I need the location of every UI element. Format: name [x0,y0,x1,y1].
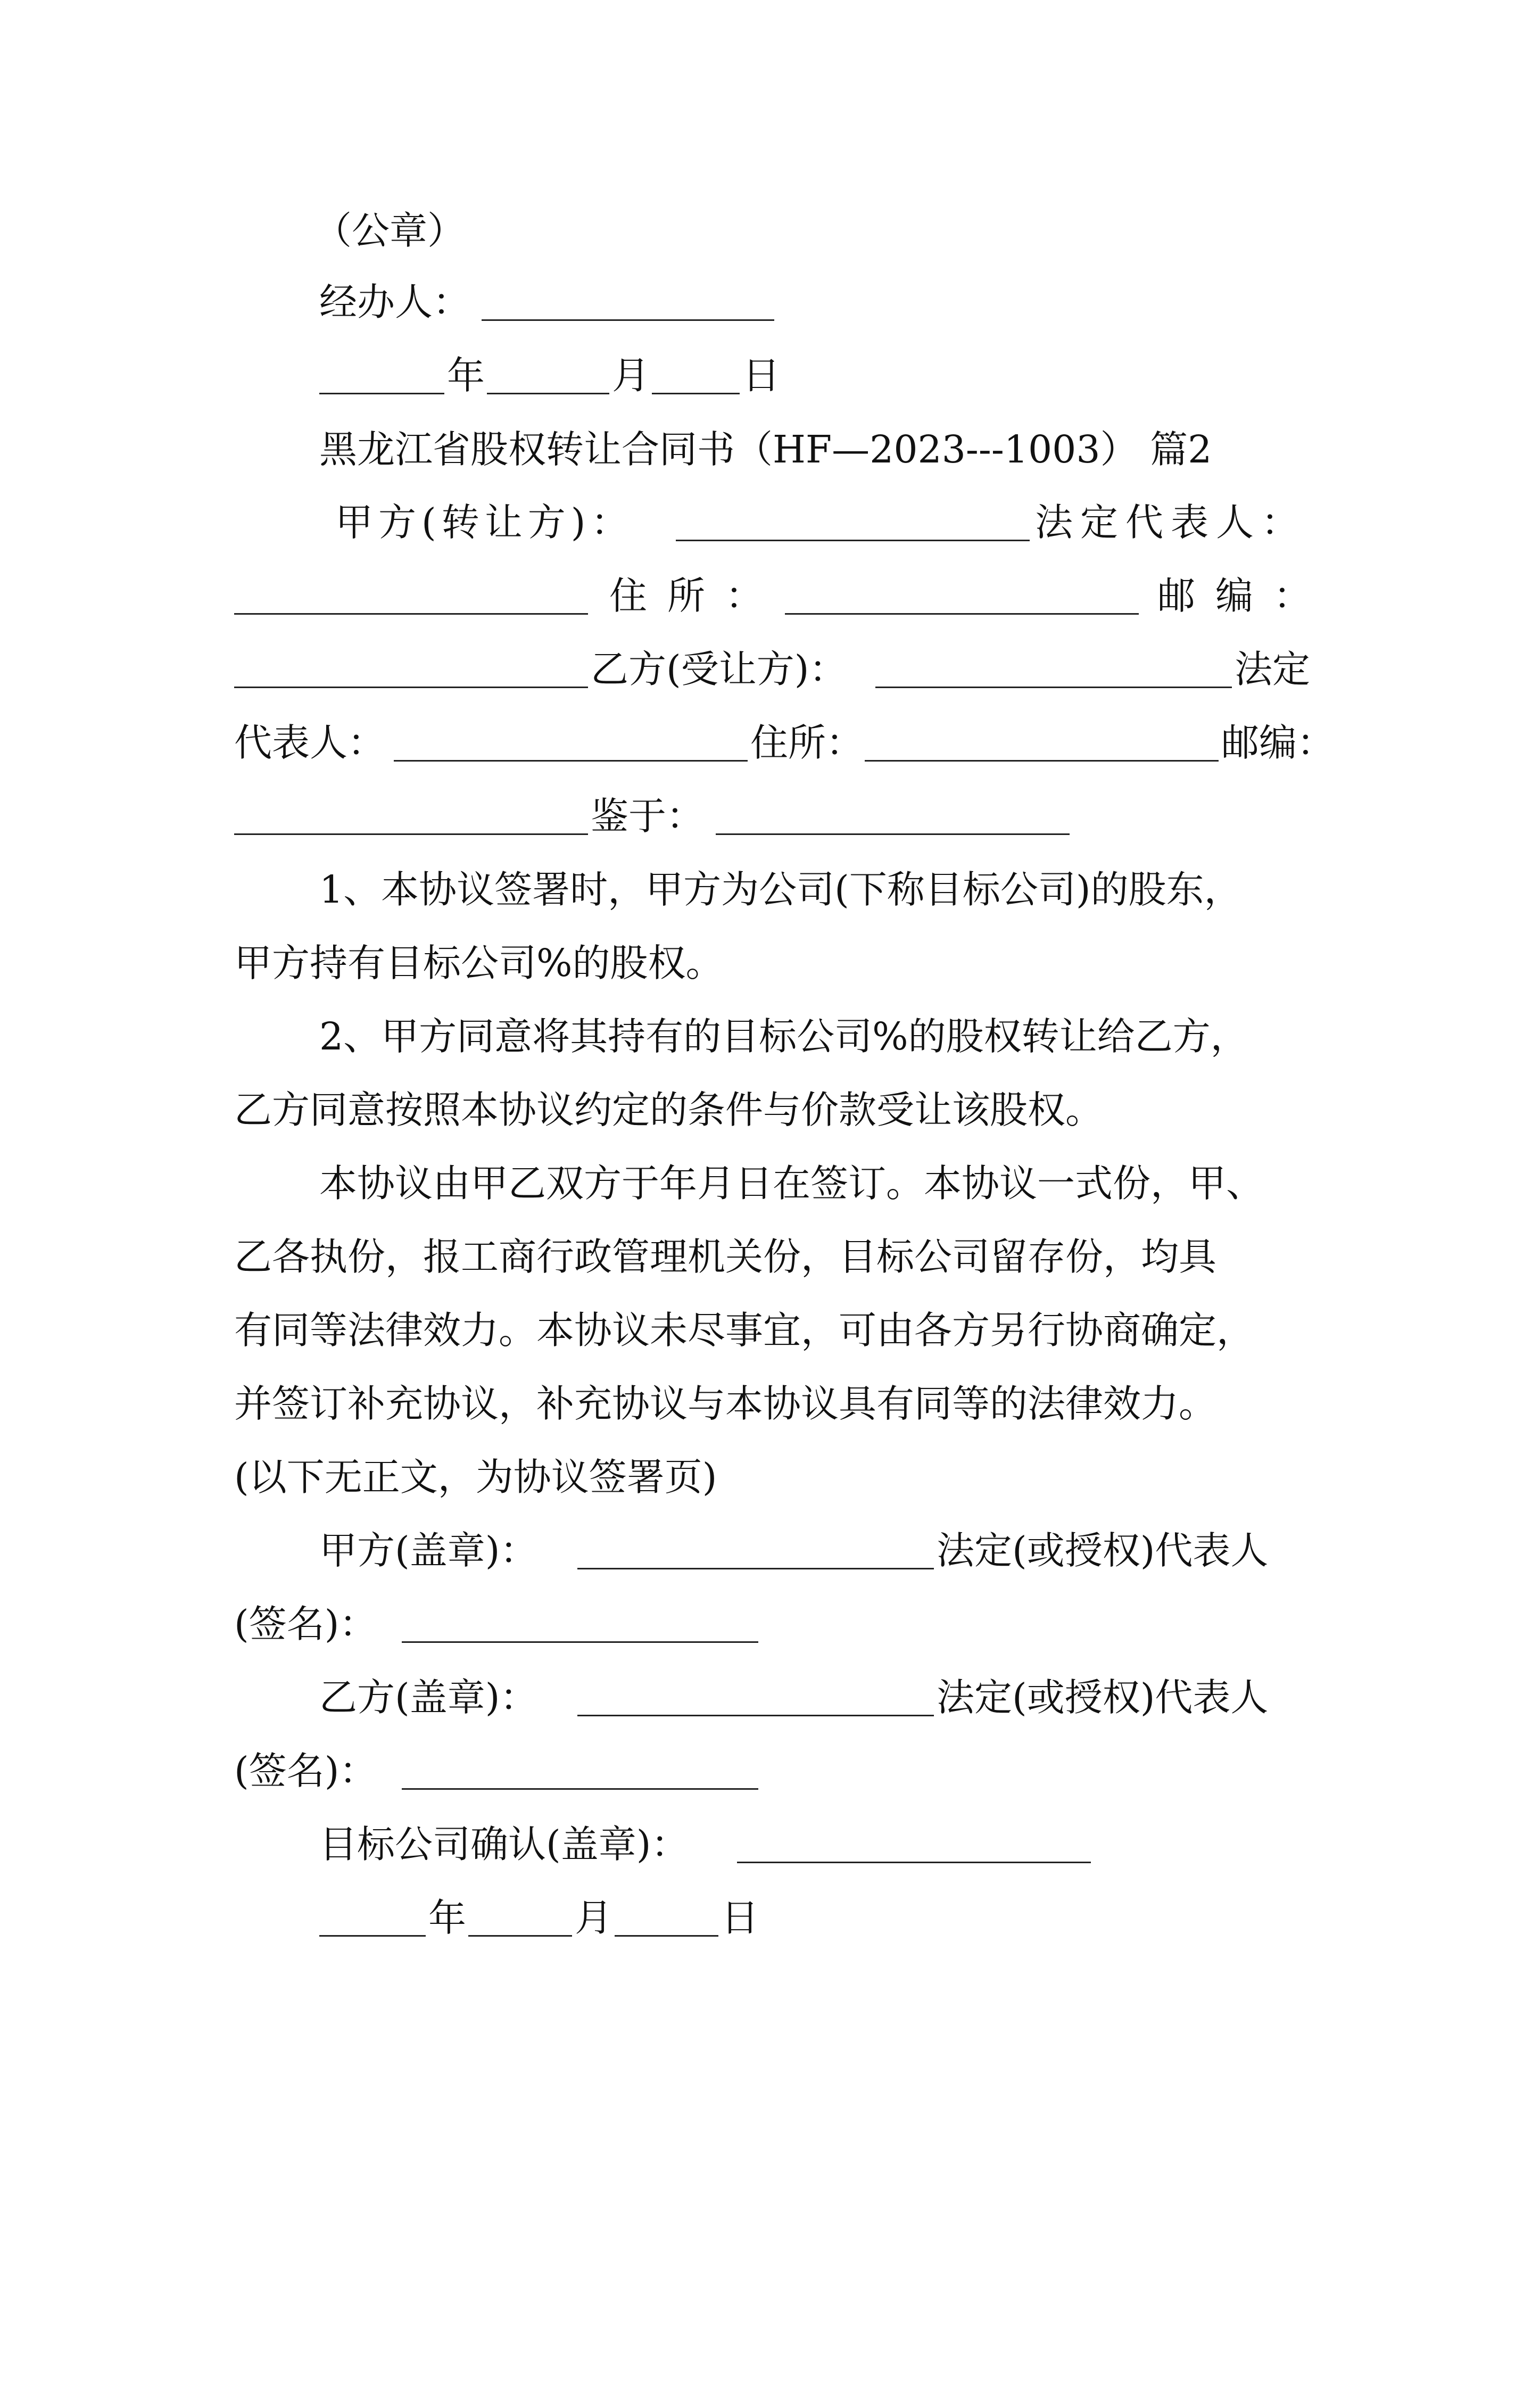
party-b-sign-line [0,1666,1540,1730]
handler-label: 经办人： [319,280,471,324]
party-a-seal-label: 甲方(盖章)： [319,1528,538,1573]
clause-line [0,1005,1540,1069]
clause-line [0,1445,1540,1509]
agreement-para-3: 有同等法律效力。本协议未尽事宜，可由各方另行协商确定， [234,1308,1255,1352]
clause-2b: 乙方同意按照本协议约定的条件与价款受让该股权。 [234,1088,1104,1132]
no-further-text-note: (以下无正文，为协议签署页) [234,1455,717,1499]
year-blank[interactable] [319,393,444,394]
target-company-line [0,1813,1540,1877]
clause-line [0,1225,1540,1289]
whereas-blank[interactable] [716,833,1070,835]
month-label: 月 [612,353,650,398]
date-line [0,344,1540,408]
sign-date-line [0,1886,1540,1950]
whereas-line [0,784,1540,848]
address-label: 住所： [609,574,784,618]
sign-day-label: 日 [721,1896,759,1940]
clause-1a: 1、本协议签署时，甲方为公司(下称目标公司)的股东， [319,867,1242,912]
party-b-address-blank[interactable] [865,760,1219,762]
sign-day-blank[interactable] [615,1935,718,1937]
postcode-blank[interactable] [234,687,588,688]
address-label-2: 住所： [750,721,864,765]
legal-rep-label-part1: 法定 [1235,647,1311,691]
party-b-details-line [0,711,1540,775]
sign-month-blank[interactable] [468,1935,572,1937]
year-label: 年 [447,353,485,398]
clause-2a: 2、甲方同意将其持有的目标公司%的股权转让给乙方， [319,1014,1248,1059]
party-a-seal-blank[interactable] [577,1568,934,1569]
whereas-label: 鉴于： [591,794,705,838]
seal-line [0,199,1540,263]
sign-year-blank[interactable] [319,1935,426,1937]
party-b-blank[interactable] [875,687,1232,688]
party-b-label: 乙方(受让方)： [591,647,847,691]
address-line [0,564,1540,628]
party-b-line [0,638,1540,701]
clause-line [0,1078,1540,1142]
day-label: 日 [742,353,781,398]
seal-label: （公章） [314,209,466,253]
agreement-para-2: 乙各执份，报工商行政管理机关份，目标公司留存份，均具 [234,1235,1217,1279]
legal-rep-blank[interactable] [234,613,588,615]
party-a-label: 甲方(转让方)： [335,500,634,544]
legal-rep-label-part2: 代表人： [234,721,386,765]
party-b-postcode-blank[interactable] [234,833,588,835]
legal-rep-label: 法定代表人： [1035,500,1307,544]
party-b-seal-label: 乙方(盖章)： [319,1675,538,1720]
party-a-signature-line [0,1592,1540,1656]
handler-blank[interactable] [482,319,774,321]
day-blank[interactable] [652,393,740,394]
clause-line [0,858,1540,922]
agreement-para-4: 并签订补充协议，补充协议与本协议具有同等的法律效力。 [234,1382,1217,1426]
party-b-legal-rep-blank[interactable] [394,760,748,762]
party-b-rep-label: 法定(或授权)代表人 [937,1675,1269,1720]
clause-1b: 甲方持有目标公司%的股权。 [234,941,724,985]
month-blank[interactable] [487,393,609,394]
clause-line [0,931,1540,995]
title-line [0,418,1540,482]
target-company-confirm-label: 目标公司确认(盖章)： [319,1822,689,1866]
party-a-blank[interactable] [676,540,1030,541]
party-a-rep-label: 法定(或授权)代表人 [937,1528,1269,1573]
postcode-label-2: 邮编： [1221,721,1335,765]
clause-line [0,1299,1540,1362]
agreement-para-1: 本协议由甲乙双方于年月日在签订。本协议一式份，甲、 [319,1161,1264,1205]
target-company-seal-blank[interactable] [737,1862,1091,1863]
party-a-sign-blank[interactable] [402,1641,758,1643]
sign-year-label: 年 [428,1896,467,1940]
sign-month-label: 月 [575,1896,613,1940]
party-a-line [0,491,1540,555]
postcode-label: 邮编： [1157,574,1332,618]
handler-line [0,270,1540,334]
clause-line [0,1372,1540,1436]
party-b-signature-line [0,1739,1540,1803]
party-b-sign-blank[interactable] [402,1788,758,1790]
party-b-sign-label: (签名)： [234,1749,377,1793]
party-a-sign-line [0,1519,1540,1583]
address-blank[interactable] [785,613,1139,615]
contract-title: 黑龙江省股权转让合同书（HF—2023---1003） 篇2 [319,427,1212,472]
party-a-sign-label: (签名)： [234,1602,377,1646]
party-b-seal-blank[interactable] [577,1715,934,1716]
clause-line [0,1152,1540,1216]
